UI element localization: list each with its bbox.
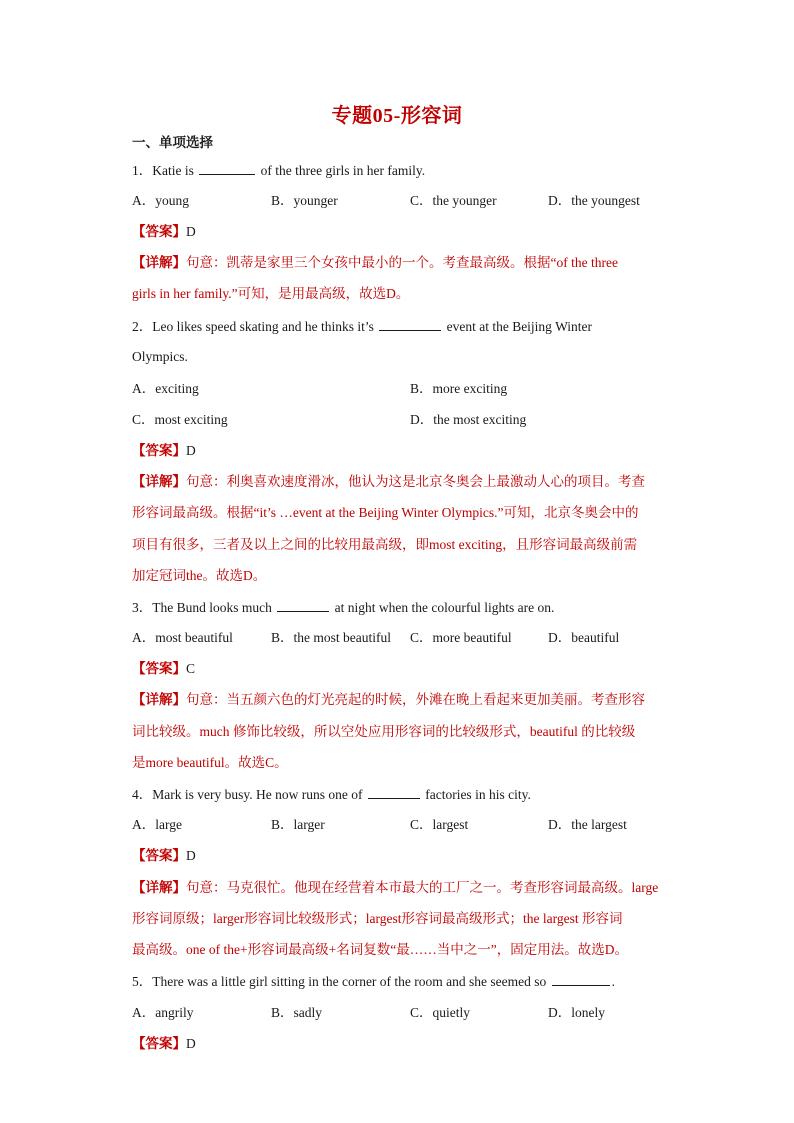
question-4-answer: 【答案】D <box>132 848 196 863</box>
question-4-detail-line-1: 【详解】句意：马克很忙。他现在经营着本市最大的工厂之一。考查形容词最高级。large <box>132 880 659 895</box>
question-2-detail-line-1: 【详解】句意：利奥喜欢速度滑冰，他认为这是北京冬奥会上最激动人心的项目。考查 <box>132 474 645 489</box>
question-2-detail-line-3: 项目有很多，三者及以上之间的比较用最高级，即most exciting，且形容词最高级前需 <box>132 537 638 552</box>
question-1-detail-line-2: girls in her family.”可知，是用最高级，故选D。 <box>132 286 410 301</box>
question-3-stem: 3．The Bund looks much at night when the colourful lights are on. <box>132 597 554 618</box>
question-2-answer: 【答案】D <box>132 443 196 458</box>
question-2-option-b: B．more exciting <box>410 381 508 396</box>
question-5-answer: 【答案】D <box>132 1036 196 1051</box>
question-4-option-a: A．large <box>132 817 182 832</box>
question-2-detail-line-2: 形容词最高级。根据“it’s …event at the Beijing Winter Olympics.”可知，北京冬奥会中的 <box>132 505 639 520</box>
document-title: 专题05-形容词 <box>331 105 463 127</box>
answer-blank <box>379 316 441 331</box>
question-3-answer: 【答案】C <box>132 661 196 676</box>
question-4-stem: 4．Mark is very busy. He now runs one of factories in his city. <box>132 784 531 805</box>
question-1-option-d: D．the youngest <box>548 193 640 208</box>
question-2-option-c: C．most exciting <box>132 412 228 427</box>
question-3-option-c: C．more beautiful <box>410 630 512 645</box>
question-3-option-d: D．beautiful <box>548 630 620 645</box>
question-4-detail-line-2: 形容词原级；larger形容词比较级形式；largest形容词最高级形式；the largest 形容词 <box>132 911 623 926</box>
question-3-detail-line-2: 词比较级。much 修饰比较级，所以空处应用形容词的比较级形式，beautiful 的比较级 <box>132 724 636 739</box>
question-5-option-b: B．sadly <box>271 1005 323 1020</box>
question-5-stem: 5．There was a little girl sitting in the corner of the room and she seemed so . <box>132 971 615 992</box>
answer-blank <box>199 160 255 175</box>
answer-blank <box>277 597 329 612</box>
question-2-stem-continued: Olympics. <box>132 349 188 364</box>
question-3-detail-line-1: 【详解】句意：当五颜六色的灯光亮起的时候，外滩在晚上看起来更加美丽。考查形容 <box>132 692 645 707</box>
answer-blank <box>368 784 420 799</box>
question-2-option-a: A．exciting <box>132 381 199 396</box>
question-1-detail-line-1: 【详解】句意：凯蒂是家里三个女孩中最小的一个。考查最高级。根据“of the three <box>132 255 618 270</box>
question-5-option-a: A．angrily <box>132 1005 194 1020</box>
question-5-option-c: C．quietly <box>410 1005 470 1020</box>
question-1-option-b: B．younger <box>271 193 338 208</box>
question-4-option-d: D．the largest <box>548 817 627 832</box>
question-2-detail-line-4: 加定冠词the。故选D。 <box>132 568 267 583</box>
question-3-option-b: B．the most beautiful <box>271 630 391 645</box>
question-2-option-d: D．the most exciting <box>410 412 527 427</box>
question-1-option-a: A．young <box>132 193 189 208</box>
section-heading: 一、单项选择 <box>132 135 213 150</box>
question-1-stem: 1．Katie is of the three girls in her family. <box>132 160 425 181</box>
question-2-stem: 2．Leo likes speed skating and he thinks it’s event at the Beijing Winter <box>132 316 592 337</box>
answer-blank <box>552 971 610 986</box>
question-1-option-c: C．the younger <box>410 193 497 208</box>
question-3-detail-line-3: 是more beautiful。故选C。 <box>132 755 288 770</box>
question-3-option-a: A．most beautiful <box>132 630 233 645</box>
question-1-answer: 【答案】D <box>132 224 196 239</box>
question-4-option-c: C．largest <box>410 817 469 832</box>
question-5-option-d: D．lonely <box>548 1005 605 1020</box>
question-4-detail-line-3: 最高级。one of the+形容词最高级+名词复数“最……当中之一”，固定用法。故选D。 <box>132 942 628 957</box>
question-4-option-b: B．larger <box>271 817 325 832</box>
